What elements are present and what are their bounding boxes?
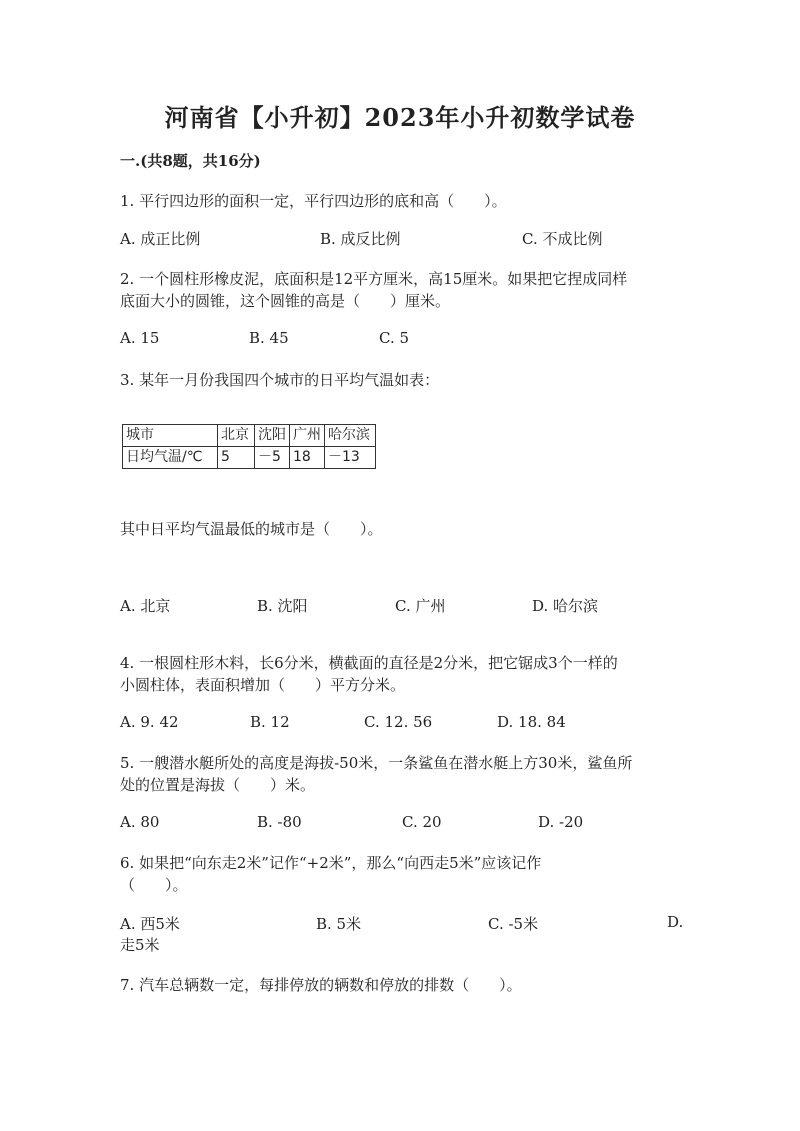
question-5-option-b: B. -80: [257, 813, 302, 831]
table-cell: 沈阳: [255, 425, 290, 447]
question-7-text: 7. 汽车总辆数一定，每排停放的辆数和停放的排数（ ）。: [120, 976, 522, 994]
table-cell: 5: [218, 447, 255, 469]
question-3-prompt: 其中日平均气温最低的城市是（ ）。: [120, 520, 383, 538]
question-1-text: 1. 平行四边形的面积一定，平行四边形的底和高（ ）。: [120, 192, 507, 210]
question-4-text-line-1: 4. 一根圆柱形木料，长6分米，横截面的直径是2分米，把它锯成3个一样的: [120, 654, 618, 672]
question-6-option-a: A. 西5米: [120, 915, 180, 933]
table-cell: 城市: [123, 425, 218, 447]
question-6-option-d-wrap: 走5米: [120, 936, 160, 954]
question-6-option-d: D.: [667, 913, 684, 931]
question-3-option-c: C. 广州: [395, 597, 446, 615]
table-cell: －13: [325, 447, 376, 469]
temperature-table: [122, 424, 376, 469]
question-4-option-b: B. 12: [250, 713, 290, 731]
question-4-option-c: C. 12. 56: [364, 713, 433, 731]
question-1-option-b: B. 成反比例: [320, 230, 401, 248]
question-3-option-b: B. 沈阳: [257, 597, 308, 615]
question-5-option-a: A. 80: [120, 813, 160, 831]
table-cell: －5: [255, 447, 290, 469]
question-6-option-c: C. -5米: [488, 915, 539, 933]
table-cell: 日均气温/℃: [123, 447, 218, 469]
question-5-text-line-1: 5. 一艘潜水艇所处的高度是海拔-50米，一条鲨鱼在潜水艇上方30米，鲨鱼所: [120, 754, 633, 772]
question-6-text-line-1: 6. 如果把“向东走2米”记作“+2米”，那么“向西走5米”应该记作: [120, 854, 542, 872]
question-2-text-line-1: 2. 一个圆柱形橡皮泥，底面积是12平方厘米，高15厘米。如果把它捏成同样: [120, 270, 628, 288]
question-2-option-c: C. 5: [379, 329, 410, 347]
question-3-option-a: A. 北京: [120, 597, 171, 615]
question-4-text-line-2: 小圆柱体，表面积增加（ ）平方分米。: [120, 676, 406, 694]
question-5-option-d: D. -20: [538, 813, 584, 831]
question-4-option-a: A. 9. 42: [120, 713, 179, 731]
question-2-option-b: B. 45: [249, 329, 289, 347]
table-cell: 北京: [218, 425, 255, 447]
question-5-option-c: C. 20: [402, 813, 442, 831]
page-title: 河南省【小升初】2023年小升初数学试卷: [164, 103, 636, 132]
question-2-option-a: A. 15: [120, 329, 160, 347]
question-6-text-line-2: （ ）。: [120, 876, 188, 894]
question-5-text-line-2: 处的位置是海拔（ ）米。: [120, 776, 316, 794]
question-6-option-b: B. 5米: [316, 915, 362, 933]
table-header-row: [123, 425, 376, 447]
question-4-option-d: D. 18. 84: [497, 713, 566, 731]
question-3-text: 3. 某年一月份我国四个城市的日平均气温如表：: [120, 371, 440, 389]
question-1-option-a: A. 成正比例: [120, 230, 201, 248]
question-2-text-line-2: 底面大小的圆锥，这个圆锥的高是（ ）厘米。: [120, 292, 451, 310]
table-cell: 18: [290, 447, 325, 469]
table-cell: 广州: [290, 425, 325, 447]
table-row: [123, 447, 376, 469]
table-cell: 哈尔滨: [325, 425, 376, 447]
question-1-option-c: C. 不成比例: [522, 230, 603, 248]
question-3-option-d: D. 哈尔滨: [532, 597, 599, 615]
section-header: 一.(共8题，共16分): [120, 152, 261, 170]
